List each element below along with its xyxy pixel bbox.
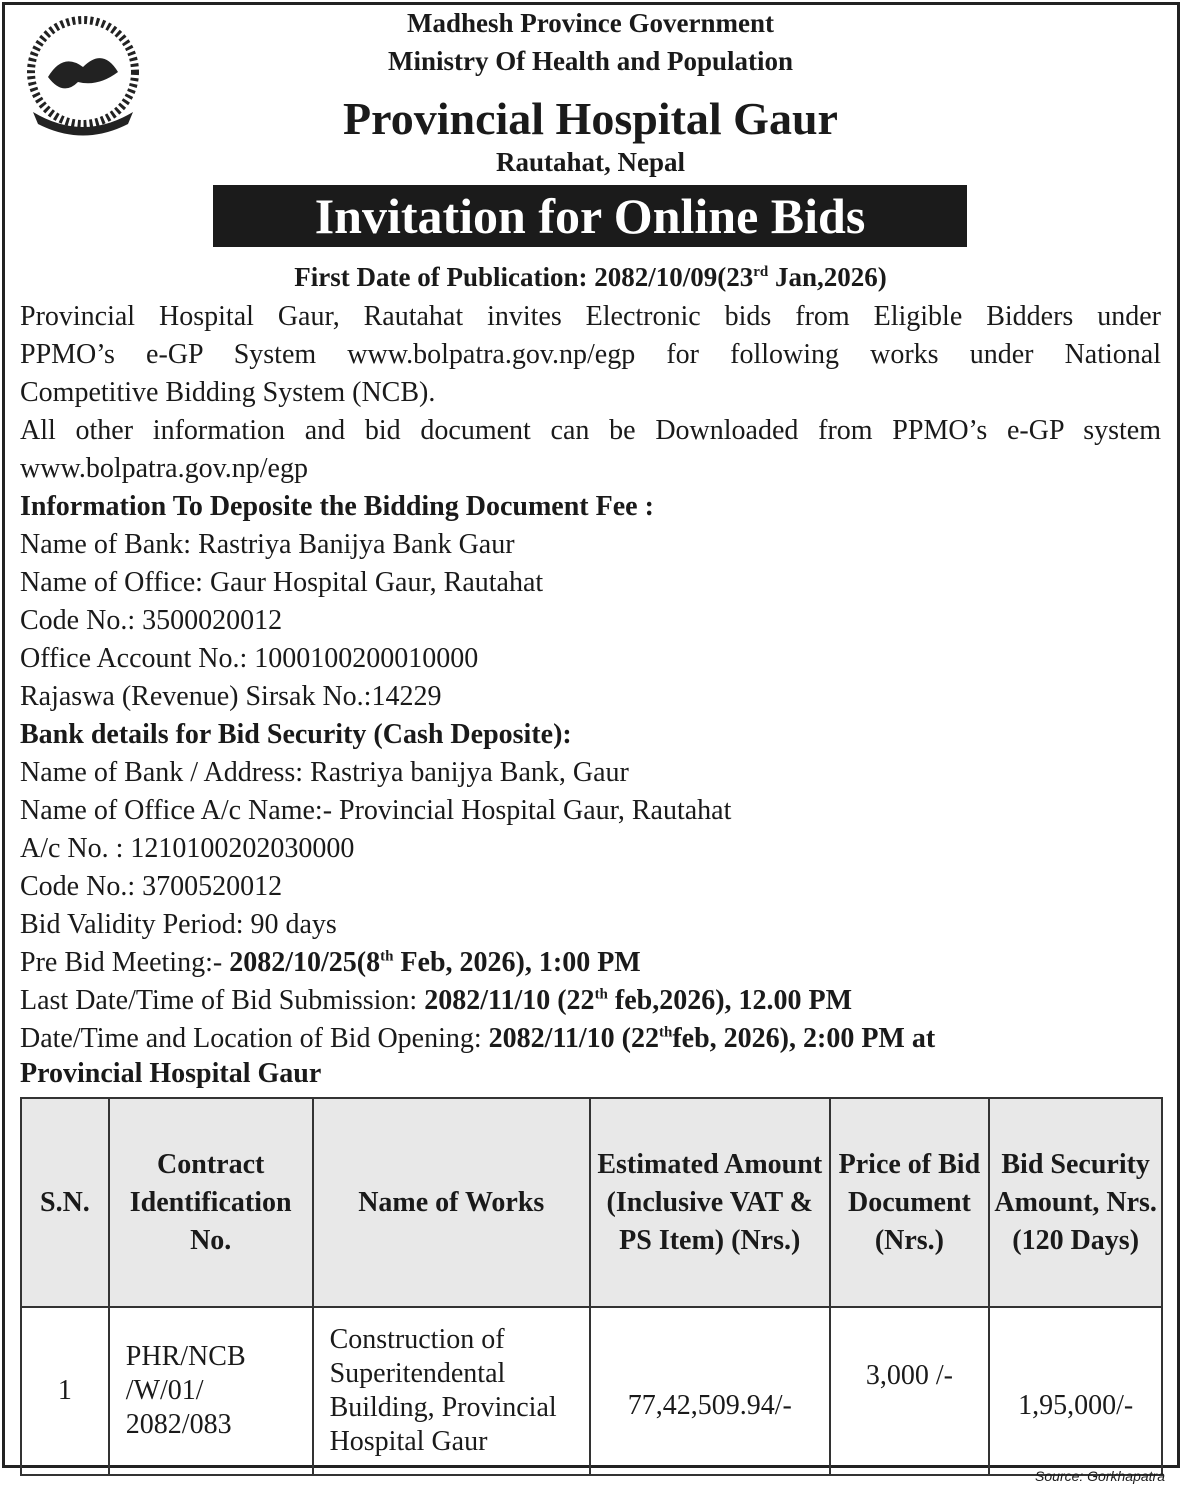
intro-line: www.bolpatra.gov.np/egp (20, 453, 308, 484)
table-header-row (21, 1098, 1162, 1307)
cell-contract-id: PHR/NCB /W/01/ 2082/083 (109, 1307, 313, 1475)
bid-submission (20, 983, 1161, 1019)
fee-line: Code No.: 3500020012 (20, 605, 283, 636)
fee-line: Name of Bank: Rastriya Banijya Bank Gaur (20, 529, 515, 560)
security-line: Bid Validity Period: 90 days (20, 909, 337, 940)
prebid-label: Pre Bid Meeting:- (20, 947, 230, 978)
intro-line: Provincial Hospital Gaur, Rautahat invites Electronic bids from Eligible Bidders under (20, 301, 1161, 332)
province-title: Madhesh Province Government (407, 8, 774, 38)
opening-location: Provincial Hospital Gaur (20, 1058, 322, 1089)
security-line: Name of Bank / Address: Rastriya banijya Bank, Gaur (20, 757, 629, 788)
publication-date (0, 262, 1181, 293)
hospital-title: Provincial Hospital Gaur (343, 93, 838, 144)
fee-heading: Information To Deposite the Bidding Document Fee : (20, 491, 654, 522)
col-header-bid-security: Bid Security Amount, Nrs. (120 Days) (989, 1098, 1162, 1307)
prebid-date: Feb, 2026), 1:00 PM (393, 947, 641, 978)
col-header-contract-id: Contract Identification No. (109, 1098, 313, 1307)
col-header-estimated-amount: Estimated Amount (Inclusive VAT & PS Item) (Nrs.) (590, 1098, 830, 1307)
security-line: A/c No. : 1210100202030000 (20, 833, 355, 864)
cell-sn: 1 (21, 1307, 109, 1475)
location-title: Rautahat, Nepal (495, 147, 685, 177)
fee-line: Name of Office: Gaur Hospital Gaur, Rautahat (20, 567, 544, 598)
fee-line: Rajaswa (Revenue) Sirsak No.:14229 (20, 681, 442, 712)
publication-date-text: Jan,2026) (768, 262, 887, 292)
publication-date-text: First Date of Publication: 2082/10/09(23 (294, 262, 754, 292)
opening-label: Date/Time and Location of Bid Opening: (20, 1023, 489, 1054)
superscript: th (380, 948, 394, 965)
source-credit: Source: Gorkhapatra (1035, 1468, 1165, 1484)
bid-opening (20, 1021, 1161, 1057)
col-header-name-of-works: Name of Works (313, 1098, 590, 1307)
opening-date: 2082/11/10 (22 (488, 1023, 660, 1054)
security-line: Name of Office A/c Name:- Provincial Hospital Gaur, Rautahat (20, 795, 732, 826)
opening-date: feb, 2026), 2:00 PM at (672, 1023, 936, 1054)
superscript: th (594, 986, 608, 1003)
submission-date: feb,2026), 12.00 PM (607, 985, 853, 1016)
banner-title: Invitation for Online Bids (213, 185, 967, 247)
cell-bid-security: 1,95,000/- (989, 1307, 1162, 1475)
cell-name-of-works: Construction of Superitendental Building, Provincial Hospital Gaur (313, 1307, 590, 1475)
superscript: th (659, 1024, 673, 1041)
intro-line: All other information and bid document can be Downloaded from PPMO’s e-GP system (20, 415, 1161, 446)
table-row (21, 1307, 1162, 1475)
prebid-meeting (20, 945, 1161, 981)
cell-estimated-amount: 77,42,509.94/- (590, 1307, 830, 1475)
fee-line: Office Account No.: 1000100200010000 (20, 643, 479, 674)
cell-price-of-document: 3,000 /- (830, 1307, 990, 1475)
security-heading: Bank details for Bid Security (Cash Deposite): (20, 719, 572, 750)
superscript: rd (753, 264, 769, 280)
ministry-title: Ministry Of Health and Population (387, 46, 794, 76)
prebid-date: 2082/10/25(8 (229, 947, 381, 978)
security-line: Code No.: 3700520012 (20, 871, 283, 902)
intro-line: PPMO’s e-GP System www.bolpatra.gov.np/egp for following works under National (20, 339, 1161, 370)
intro-line: Competitive Bidding System (NCB). (20, 377, 436, 408)
submission-label: Last Date/Time of Bid Submission: (20, 985, 425, 1016)
works-table (20, 1097, 1163, 1476)
submission-date: 2082/11/10 (22 (424, 985, 595, 1016)
col-header-price-of-document: Price of Bid Document (Nrs.) (830, 1098, 990, 1307)
col-header-sn: S.N. (21, 1098, 109, 1307)
